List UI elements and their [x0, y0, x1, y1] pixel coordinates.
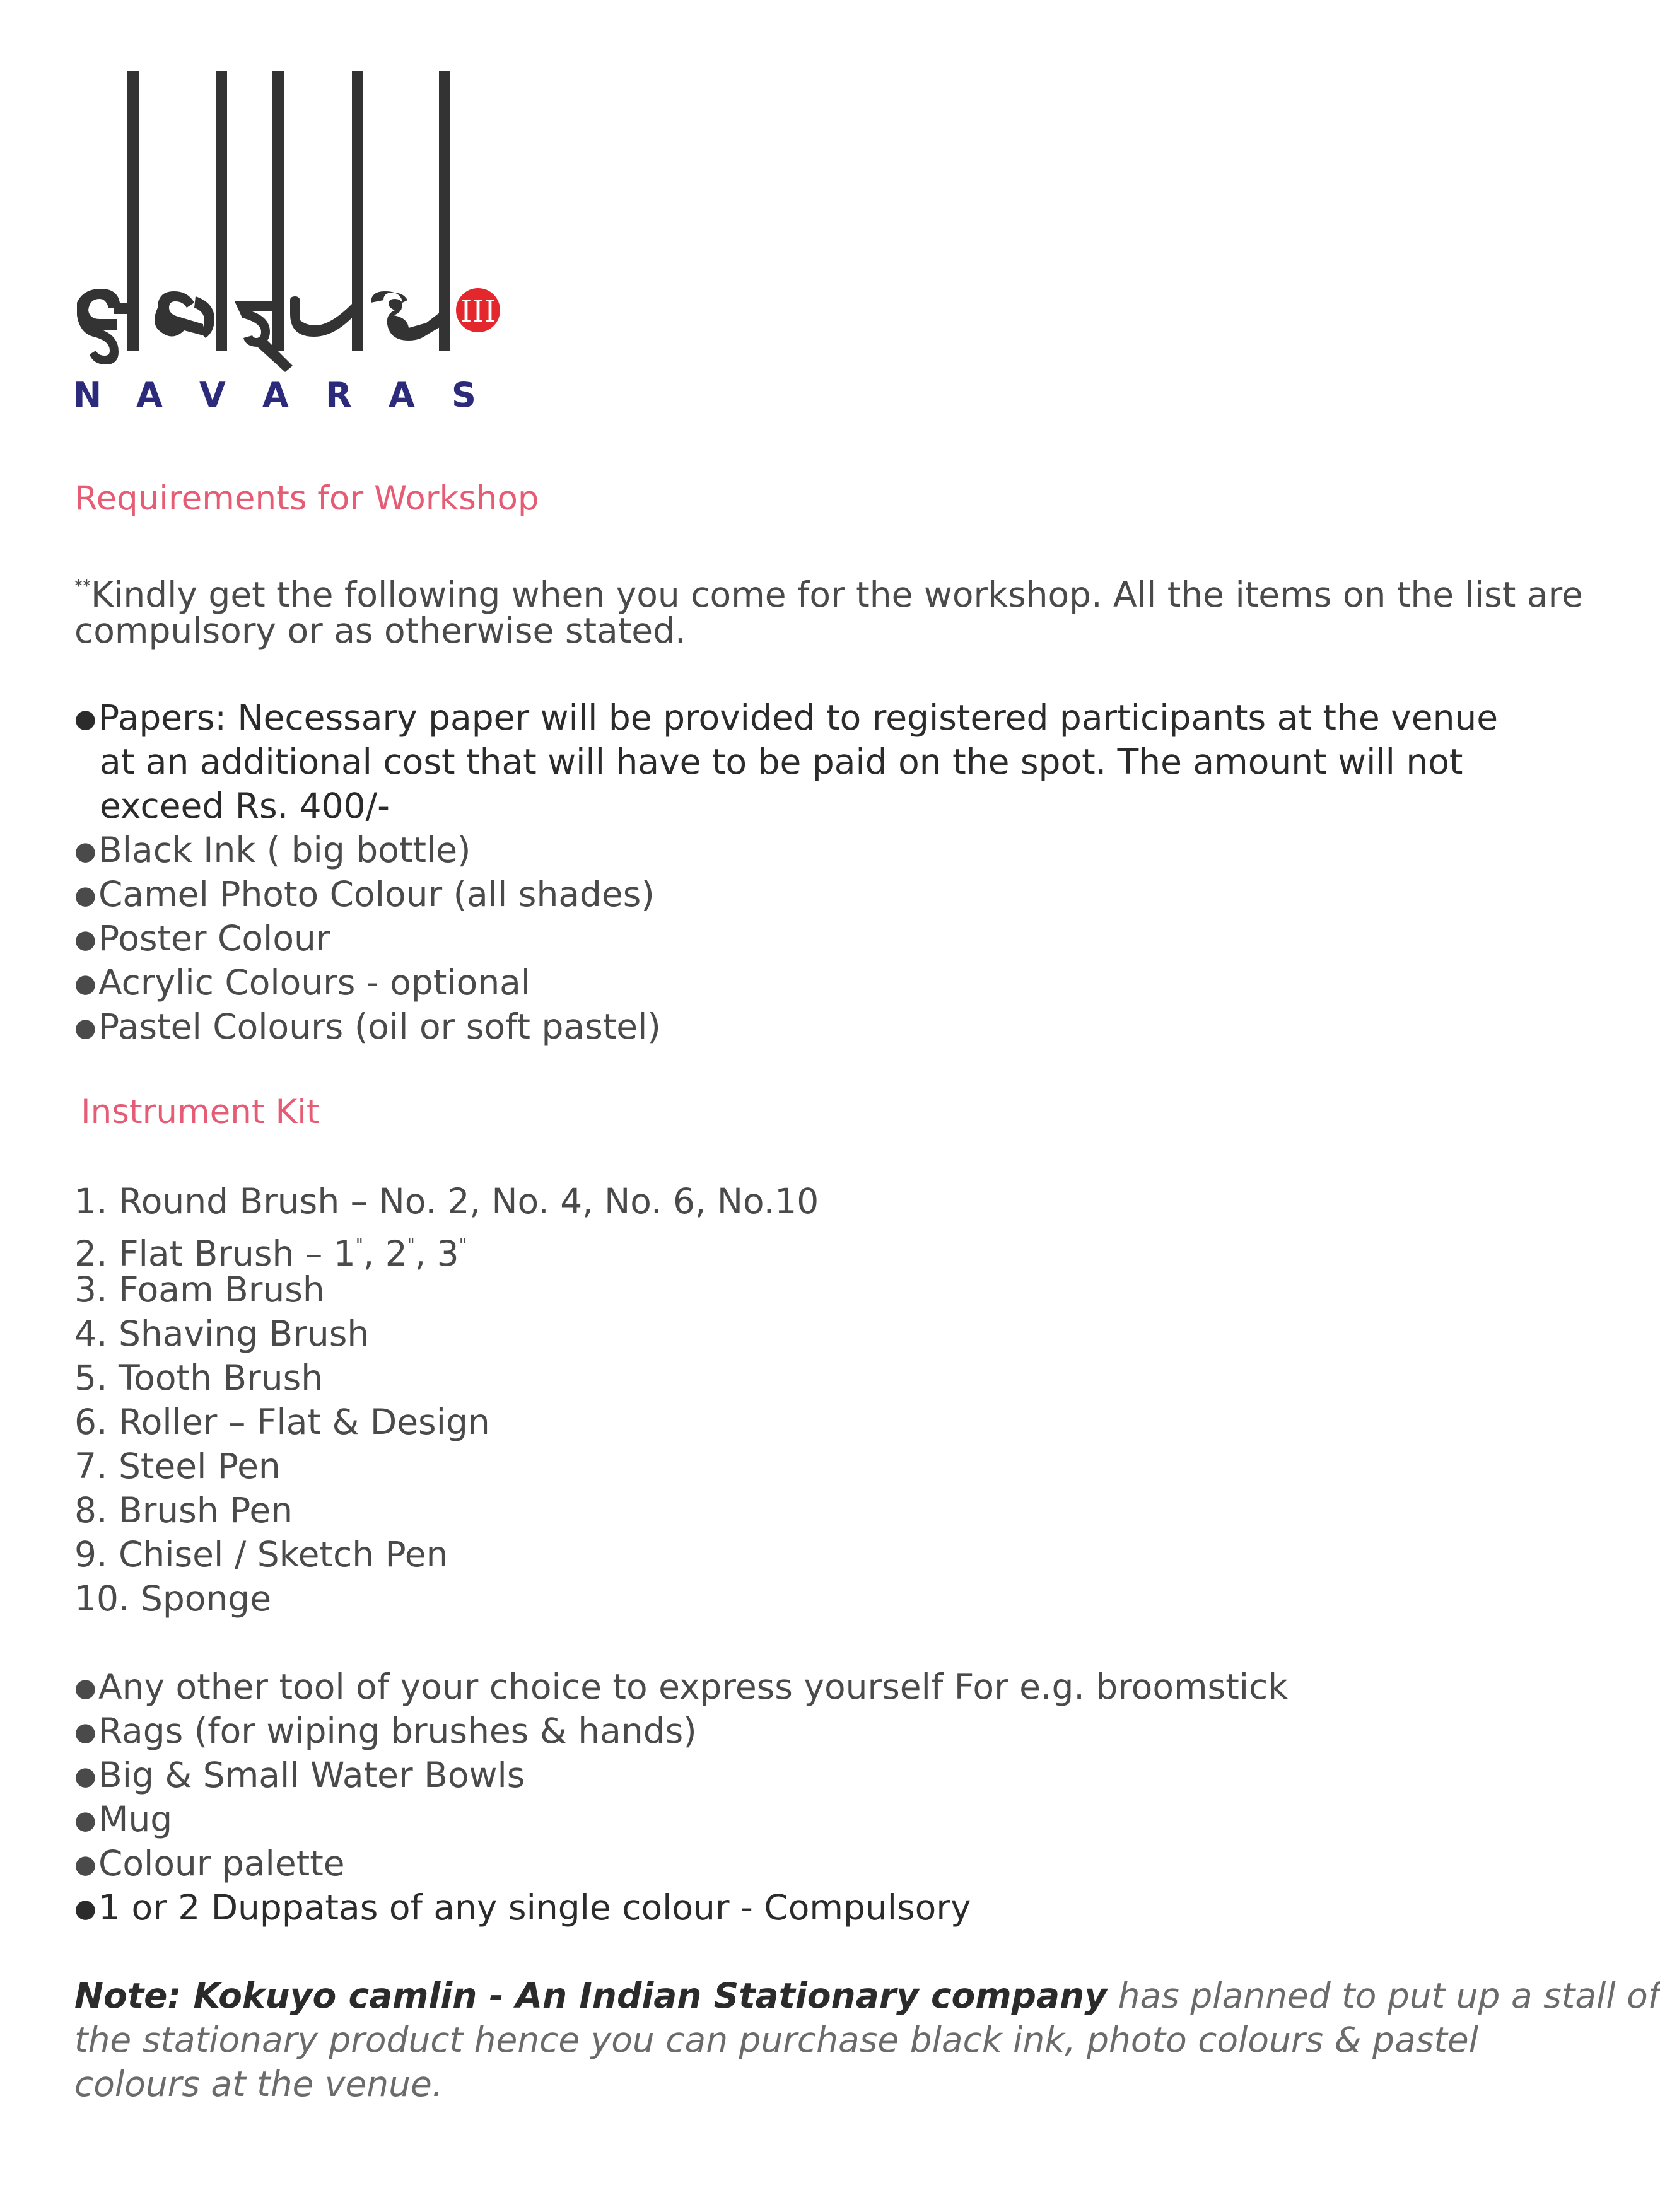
- bullet-icon: ●: [74, 1806, 96, 1835]
- list-item: 3. Foam Brush: [74, 1269, 325, 1310]
- navaras-wordmark: N A V A R A S: [73, 375, 476, 415]
- list-item: 1. Round Brush – No. 2, No. 4, No. 6, No.10: [74, 1181, 819, 1221]
- bullet-icon: ●: [74, 1674, 96, 1703]
- intro-line-1: **Kindly get the following when you come for the workshop. All the items on the list are: [74, 574, 1583, 615]
- bullet-icon: ●: [74, 837, 96, 866]
- papers-item: ●Papers: Necessary paper will be provided to registered participants at the venue: [74, 696, 1498, 741]
- navaras-logo: [69, 63, 549, 416]
- bullet-icon: ●: [74, 881, 96, 910]
- list-item: ●Camel Photo Colour (all shades): [74, 872, 655, 917]
- bullet-icon: ●: [74, 1013, 96, 1042]
- compulsory-item: ●1 or 2 Duppatas of any single colour - Compulsory: [74, 1885, 971, 1931]
- bullet-icon: ●: [74, 1718, 96, 1747]
- papers-item-line-3: exceed Rs. 400/-: [100, 786, 390, 826]
- list-item: ●Pastel Colours (oil or soft pastel): [74, 1004, 661, 1050]
- bullet-icon: ●: [74, 1850, 96, 1879]
- list-item: ●Colour palette: [74, 1841, 345, 1887]
- requirements-heading: Requirements for Workshop: [74, 479, 539, 518]
- list-item: 6. Roller – Flat & Design: [74, 1402, 490, 1442]
- list-item: 4. Shaving Brush: [74, 1313, 370, 1354]
- list-item: 8. Brush Pen: [74, 1490, 293, 1530]
- list-item: ●Any other tool of your choice to express yourself For e.g. broomstick: [74, 1665, 1288, 1710]
- bullet-icon: ●: [74, 1894, 96, 1923]
- list-item: ●Acrylic Colours - optional: [74, 960, 530, 1006]
- list-item: ●Big & Small Water Bowls: [74, 1753, 525, 1798]
- note-line-3: colours at the venue.: [74, 2064, 443, 2104]
- list-item: ●Rags (for wiping brushes & hands): [74, 1709, 697, 1754]
- instrument-kit-heading: Instrument Kit: [81, 1093, 320, 1131]
- svg-text:III: III: [460, 294, 496, 329]
- bullet-icon: ●: [74, 925, 96, 954]
- list-item: ●Mug: [74, 1797, 172, 1842]
- bullet-icon: ●: [74, 704, 96, 733]
- note-line-2: the stationary product hence you can purchase black ink, photo colours & pastel: [74, 2020, 1478, 2060]
- list-item: 5. Tooth Brush: [74, 1358, 324, 1398]
- intro-line-2: compulsory or as otherwise stated.: [74, 610, 686, 651]
- list-item: 10. Sponge: [74, 1578, 272, 1619]
- list-item: ●Poster Colour: [74, 916, 330, 962]
- list-item: 7. Steel Pen: [74, 1446, 281, 1486]
- papers-item-line-2: at an additional cost that will have to be paid on the spot. The amount will not: [100, 742, 1463, 782]
- list-item: 2. Flat Brush – 1", 2", 3": [74, 1233, 467, 1274]
- list-item: ●Black Ink ( big bottle): [74, 828, 471, 873]
- bullet-icon: ●: [74, 1762, 96, 1791]
- list-item: 9. Chisel / Sketch Pen: [74, 1534, 448, 1575]
- aksharayagna-logo-graphic: [69, 63, 549, 366]
- note-line-1: Note: Kokuyo camlin - An Indian Stationary company has planned to put up a stall of: [74, 1976, 1660, 2016]
- bullet-icon: ●: [74, 969, 96, 998]
